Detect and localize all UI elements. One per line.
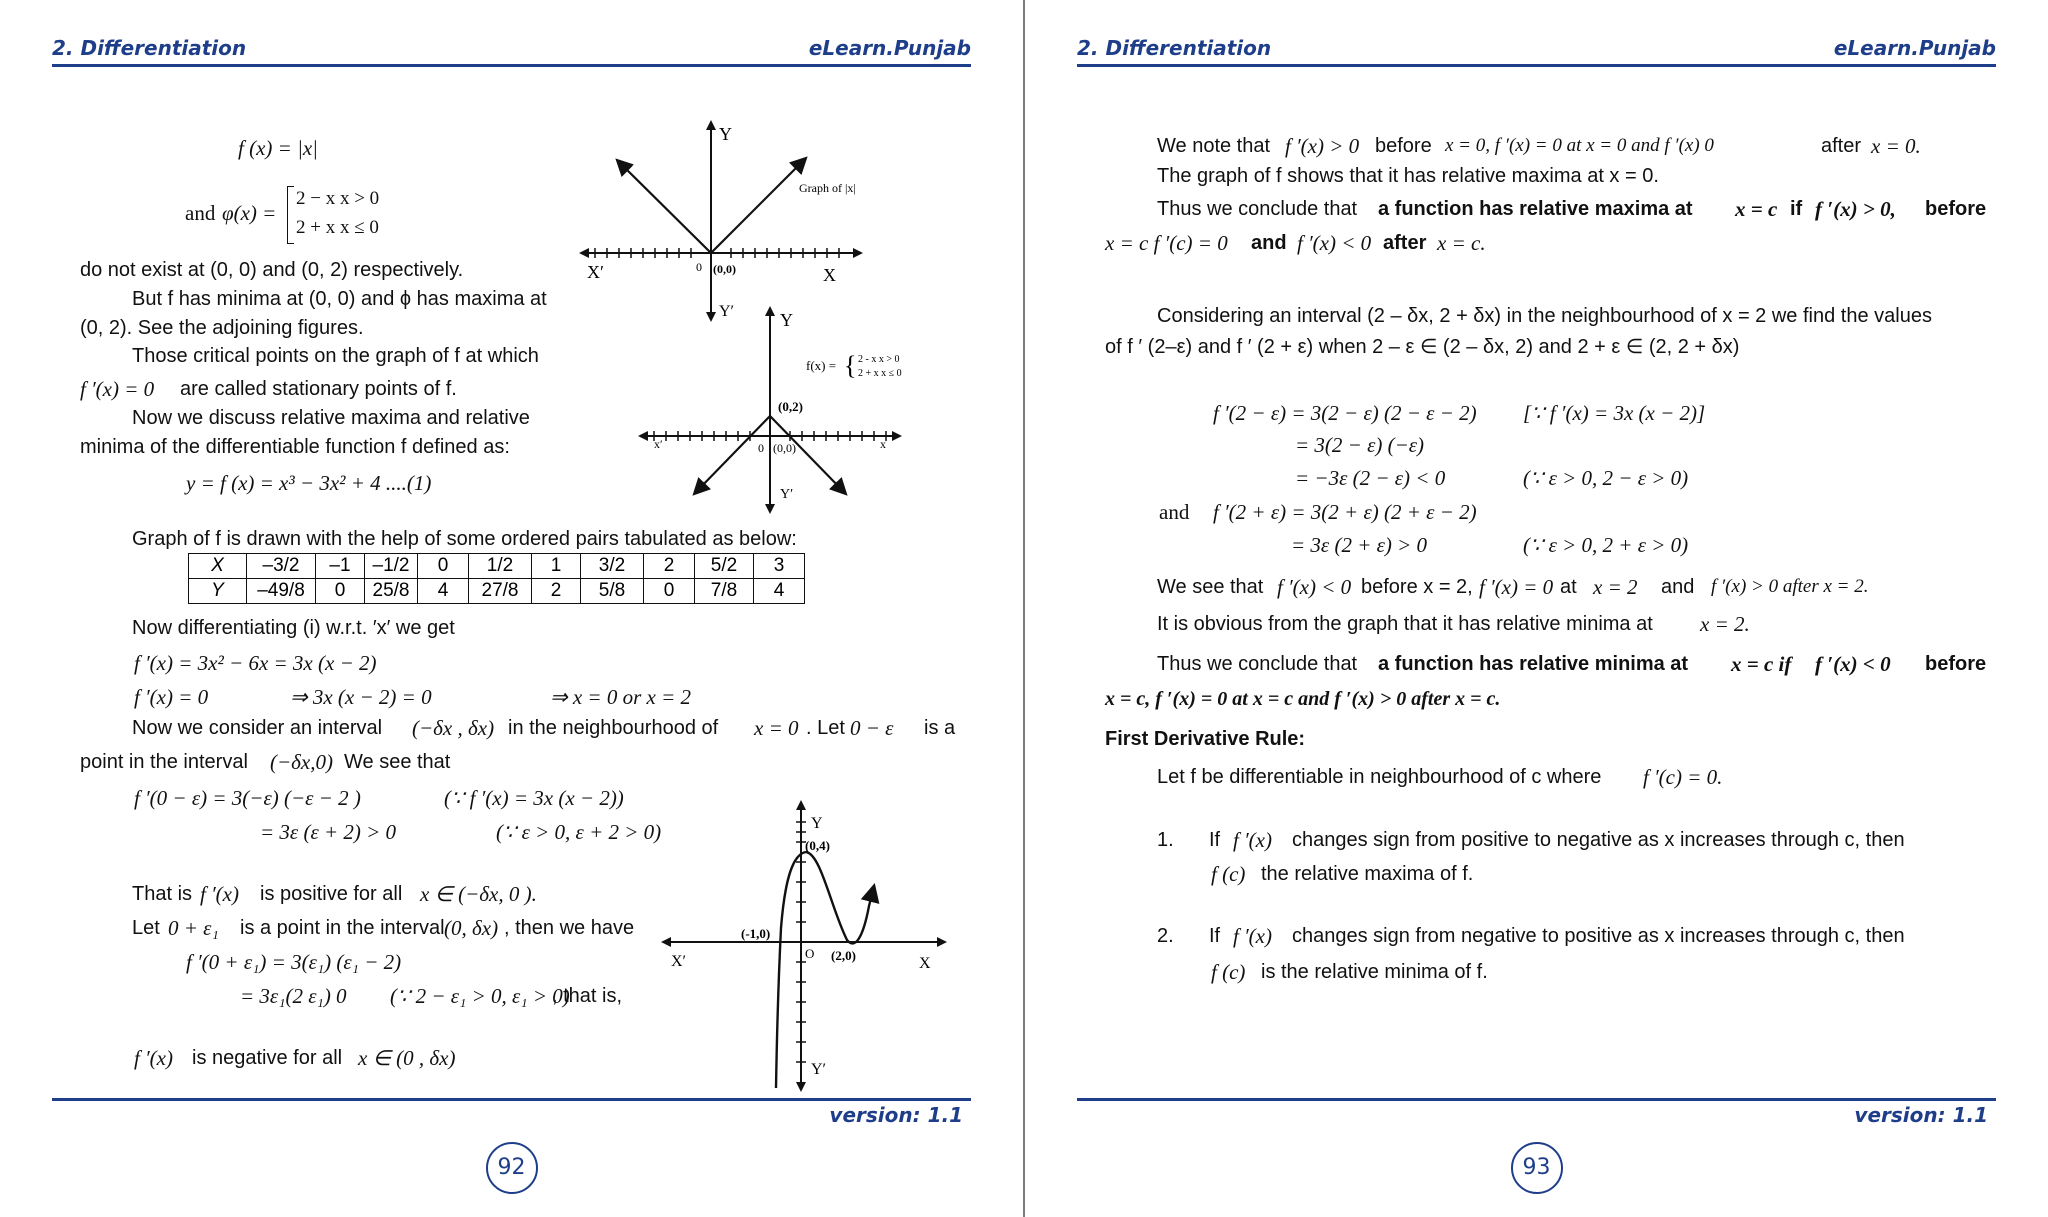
table-cell: X (189, 554, 247, 579)
paragraph: Now differentiating (i) w.r.t. ′x′ we get (132, 617, 455, 639)
label-y: Y (719, 124, 732, 144)
math-inline: x ∈ (0 , δx) (358, 1046, 456, 1070)
list-item-text: changes sign from positive to negative as x increases through c, then (1292, 829, 1905, 851)
math-inline: x = 2. (1700, 612, 1750, 636)
math-inline: f ′(x) < 0 (1815, 652, 1891, 676)
axis-arrows (661, 800, 947, 1092)
label-origin: O (805, 946, 815, 961)
label-x-neg: X′ (671, 953, 687, 970)
math-inline: x = c if (1731, 652, 1792, 676)
paragraph: We note that (1157, 135, 1271, 157)
chapter-title: 2. Differentiation (52, 36, 247, 60)
list-item-text: the relative maxima of f. (1261, 863, 1474, 885)
table-cell: 0 (644, 579, 695, 604)
piecewise-case-1: 2 - x x > 0 (858, 354, 900, 365)
table-cell: Y (189, 579, 247, 604)
table-cell: 27/8 (469, 579, 532, 604)
paragraph: Now we discuss relative maxima and relative (132, 407, 530, 429)
math-inline: f ′(x) (1233, 828, 1272, 852)
table-row (189, 579, 805, 604)
paragraph: is a point in the interval (240, 917, 445, 939)
paragraph: We see that (344, 751, 451, 773)
math-inline: x ∈ (−δx, 0 ). (420, 882, 537, 906)
math-inline: f ′(x) (200, 882, 239, 906)
page-92 (0, 0, 1023, 1217)
paragraph: Graph of f is drawn with the help of some ordered pairs tabulated as below: (132, 528, 797, 550)
equation-line: = 3ε₁(2 ε₁) 0 (240, 984, 347, 1008)
paragraph: . Let (806, 717, 845, 739)
equation-stationary: f ′(x) = 0 (134, 685, 209, 709)
paragraph-bold: if (1790, 198, 1803, 220)
math-inline: x = 2 (1593, 575, 1638, 599)
version-label: version: 1.1 (829, 1103, 963, 1127)
equation-phi-lhs: φ(x) = (222, 201, 277, 225)
paragraph: of f ′ (2–ε) and f ′ (2 + ε) when 2 – ε ∈ (2 – δx, 2) and 2 + ε ∈ (2, 2 + δx) (1105, 336, 1740, 358)
paragraph: before x = 2, (1361, 576, 1473, 598)
equation-line: f ′(2 + ε) = 3(2 + ε) (2 + ε − 2) (1213, 500, 1477, 524)
math-inline: f ′(x) < 0 (1297, 231, 1372, 255)
piecewise-brace: { (844, 351, 857, 380)
cubic-curve (776, 852, 873, 1088)
paragraph: minima of the differentiable function f defined as: (80, 436, 510, 458)
equation-reason: (∵ f ′(x) = 3x (x − 2)) (444, 786, 624, 810)
figure-cubic-graph (655, 798, 955, 1092)
label-y: Y (780, 310, 793, 330)
brand-title: eLearn.Punjab (1833, 36, 1996, 60)
math-inline: 0 + ε₁ (168, 916, 219, 940)
paragraph: Now we consider an interval (132, 717, 383, 739)
label-x: X (823, 265, 836, 285)
equation-reason: [∵ f ′(x) = 3x (x − 2)] (1523, 401, 1706, 425)
equation-reason: (∵ ε > 0, 2 + ε > 0) (1523, 533, 1689, 557)
label-root-positive: (2,0) (831, 948, 856, 963)
brand-title: eLearn.Punjab (808, 36, 971, 60)
equation-line: = −3ε (2 − ε) < 0 (1295, 466, 1446, 490)
values-table (188, 553, 805, 604)
equation-y: y = f (x) = x³ − 3x² + 4 ....(1) (186, 471, 432, 495)
page-number: 93 (1511, 1142, 1563, 1194)
equation-and: and (185, 201, 216, 225)
equation-line: f ′(0 + ε₁) = 3(ε₁) (ε₁ − 2) (186, 950, 402, 974)
table-cell: 0 (316, 579, 365, 604)
paragraph-bold: a function has relative minima at (1378, 653, 1689, 675)
label-point: (0,0) (713, 262, 736, 276)
list-item-number: 1. (1157, 829, 1174, 851)
piecewise-case-2: 2 + x x ≤ 0 (858, 368, 902, 379)
paragraph-bold: after (1383, 232, 1427, 254)
math-inline: x = c f ′(c) = 0 (1105, 231, 1228, 255)
table-cell: 5/2 (695, 554, 754, 579)
math-inline: f ′(x) = 0 (80, 377, 155, 401)
table-cell: 1 (532, 554, 581, 579)
equation-reason: (∵ 2 − ε₁ > 0, ε₁ > 0) (390, 984, 570, 1008)
list-item-number: 2. (1157, 925, 1174, 947)
paragraph: (0, 2). See the adjoining figures. (80, 317, 364, 339)
math-inline: f ′(x) (134, 1046, 173, 1070)
page-header (52, 34, 971, 67)
equation-reason: (∵ ε > 0, ε + 2 > 0) (496, 820, 662, 844)
paragraph-bold: a function has relative maxima at (1378, 198, 1693, 220)
equation-case-1: 2 − x x > 0 (296, 188, 380, 209)
equation-line: f ′(2 − ε) = 3(2 − ε) (2 − ε − 2) (1213, 401, 1477, 425)
graph-caption: Graph of |x| (799, 181, 856, 195)
paragraph: Considering an interval (2 – δx, 2 + δx) in the neighbourhood of x = 2 we find the values (1157, 305, 1932, 327)
paragraph: point in the interval (80, 751, 248, 773)
label-maximum: (0,4) (805, 838, 830, 853)
math-inline: x = c, f ′(x) = 0 at x = c and f ′(x) > 0 after x = c. (1105, 688, 1501, 710)
math-inline: f ′(x) > 0 after x = 2. (1711, 576, 1869, 597)
table-cell: 7/8 (695, 579, 754, 604)
list-item-text: If (1209, 829, 1221, 851)
paragraph: and (1661, 576, 1695, 598)
equation-line: = 3ε (ε + 2) > 0 (260, 820, 397, 844)
page-footer (52, 1098, 971, 1127)
table-cell: 1/2 (469, 554, 532, 579)
table-cell: 4 (418, 579, 469, 604)
table-cell: 0 (418, 554, 469, 579)
equation-case-2: 2 + x x ≤ 0 (296, 217, 379, 238)
math-inline: x = 0 (754, 716, 799, 740)
math-inline: x = c (1735, 197, 1778, 221)
piecewise-fx: f(x) = (806, 358, 837, 373)
paragraph-bold: and (1251, 232, 1287, 254)
chapter-title: 2. Differentiation (1077, 36, 1272, 60)
figure-phi-graph (630, 296, 950, 516)
label-origin: 0 (696, 260, 702, 274)
equation-reason: (∵ ε > 0, 2 − ε > 0) (1523, 466, 1689, 490)
equation-and: and (1159, 500, 1190, 524)
math-inline: f ′(x) > 0, (1815, 197, 1896, 221)
page-header (1077, 34, 1996, 67)
equation-bracket (287, 186, 294, 244)
paragraph-bold: before (1925, 198, 1987, 220)
paragraph: That is (132, 883, 193, 905)
math-inline: x = 0. (1871, 134, 1921, 158)
math-inline: f ′(c) = 0. (1643, 765, 1723, 789)
paragraph: But f has minima at (0, 0) and ϕ has maxima at (132, 288, 547, 310)
label-x: X (919, 955, 931, 972)
equation-line: = 3(2 − ε) (−ε) (1295, 433, 1425, 457)
label-point: (0,0) (773, 441, 796, 455)
paragraph: at (1560, 576, 1577, 598)
paragraph: Let f be differentiable in neighbourhood of c where (1157, 766, 1602, 788)
equation-derivative: f ′(x) = 3x² − 6x = 3x (x − 2) (134, 651, 377, 675)
list-item-text: If (1209, 925, 1221, 947)
graph-left-branch (620, 163, 711, 253)
paragraph: is positive for all (260, 883, 403, 905)
paragraph: is a (924, 717, 956, 739)
label-y-neg: Y′ (811, 1061, 827, 1078)
label-x-neg: X′ (587, 262, 604, 282)
table-cell: 25/8 (365, 579, 418, 604)
table-cell: –1/2 (365, 554, 418, 579)
label-x: x (880, 437, 886, 451)
table-cell: 5/8 (581, 579, 644, 604)
x-axis-arrows (579, 120, 863, 322)
equation-stationary: ⇒ x = 0 or x = 2 (550, 685, 692, 709)
paragraph: We see that (1157, 576, 1264, 598)
label-y-neg: Y′ (719, 303, 735, 320)
math-inline: f ′(x) < 0 (1277, 575, 1352, 599)
graph-right-branch (711, 161, 803, 253)
label-x-neg: x′ (654, 437, 663, 451)
label-origin: 0 (758, 441, 764, 455)
math-inline: f (c) (1211, 960, 1246, 984)
list-item-text: is the relative minima of f. (1261, 961, 1488, 983)
table-cell: –1 (316, 554, 365, 579)
paragraph: Those critical points on the graph of f at which (132, 345, 539, 367)
section-title: First Derivative Rule: (1105, 728, 1306, 750)
paragraph: The graph of f shows that it has relative maxima at x = 0. (1157, 165, 1659, 187)
math-inline: x = 0, f ′(x) = 0 at x = 0 and f ′(x) 0 (1445, 135, 1714, 156)
table-cell: –49/8 (247, 579, 316, 604)
paragraph: Thus we conclude that (1157, 653, 1358, 675)
table-cell: 3/2 (581, 554, 644, 579)
math-inline: f ′(x) (1233, 924, 1272, 948)
list-item-text: changes sign from negative to positive as x increases through c, then (1292, 925, 1905, 947)
math-inline: (−δx,0) (270, 750, 333, 774)
table-cell: 2 (532, 579, 581, 604)
math-inline: (0, δx) (444, 916, 499, 940)
paragraph: after (1821, 135, 1862, 157)
math-inline: f ′(x) > 0 (1285, 134, 1360, 158)
table-cell: 4 (754, 579, 805, 604)
page-number: 92 (486, 1142, 538, 1194)
math-inline: f ′(x) = 0 (1479, 575, 1554, 599)
table-cell: 2 (644, 554, 695, 579)
equation-line: f ′(0 − ε) = 3(−ε) (−ε − 2 ) (134, 786, 361, 810)
equation-line: = 3ε (2 + ε) > 0 (1291, 533, 1428, 557)
version-label: version: 1.1 (1854, 1103, 1988, 1127)
paragraph: It is obvious from the graph that it has relative minima at (1157, 613, 1653, 635)
table-cell: –3/2 (247, 554, 316, 579)
table-row (189, 554, 805, 579)
label-top: (0,2) (778, 399, 803, 414)
math-inline: x = c. (1437, 231, 1486, 255)
math-inline: f (c) (1211, 862, 1246, 886)
page-93 (1025, 0, 2048, 1217)
paragraph: are called stationary points of f. (180, 378, 457, 400)
label-root-negative: (-1,0) (741, 926, 771, 941)
label-y-neg: Y′ (780, 487, 794, 502)
equation-stationary: ⇒ 3x (x − 2) = 0 (290, 685, 432, 709)
paragraph: , then we have (504, 917, 635, 939)
label-y: Y (811, 815, 823, 832)
paragraph: do not exist at (0, 0) and (0, 2) respectively. (80, 259, 464, 281)
math-inline: (−δx , δx) (412, 716, 495, 740)
equation-fx: f (x) = |x| (238, 136, 318, 160)
math-inline: 0 − ε (850, 716, 894, 740)
paragraph: , that is, (552, 985, 623, 1007)
paragraph: before (1375, 135, 1432, 157)
table-cell: 3 (754, 554, 805, 579)
paragraph: Let (132, 917, 160, 939)
page-footer (1077, 1098, 1996, 1127)
paragraph: Thus we conclude that (1157, 198, 1358, 220)
paragraph-bold: before (1925, 653, 1987, 675)
paragraph: in the neighbourhood of (508, 717, 719, 739)
paragraph: is negative for all (192, 1047, 343, 1069)
